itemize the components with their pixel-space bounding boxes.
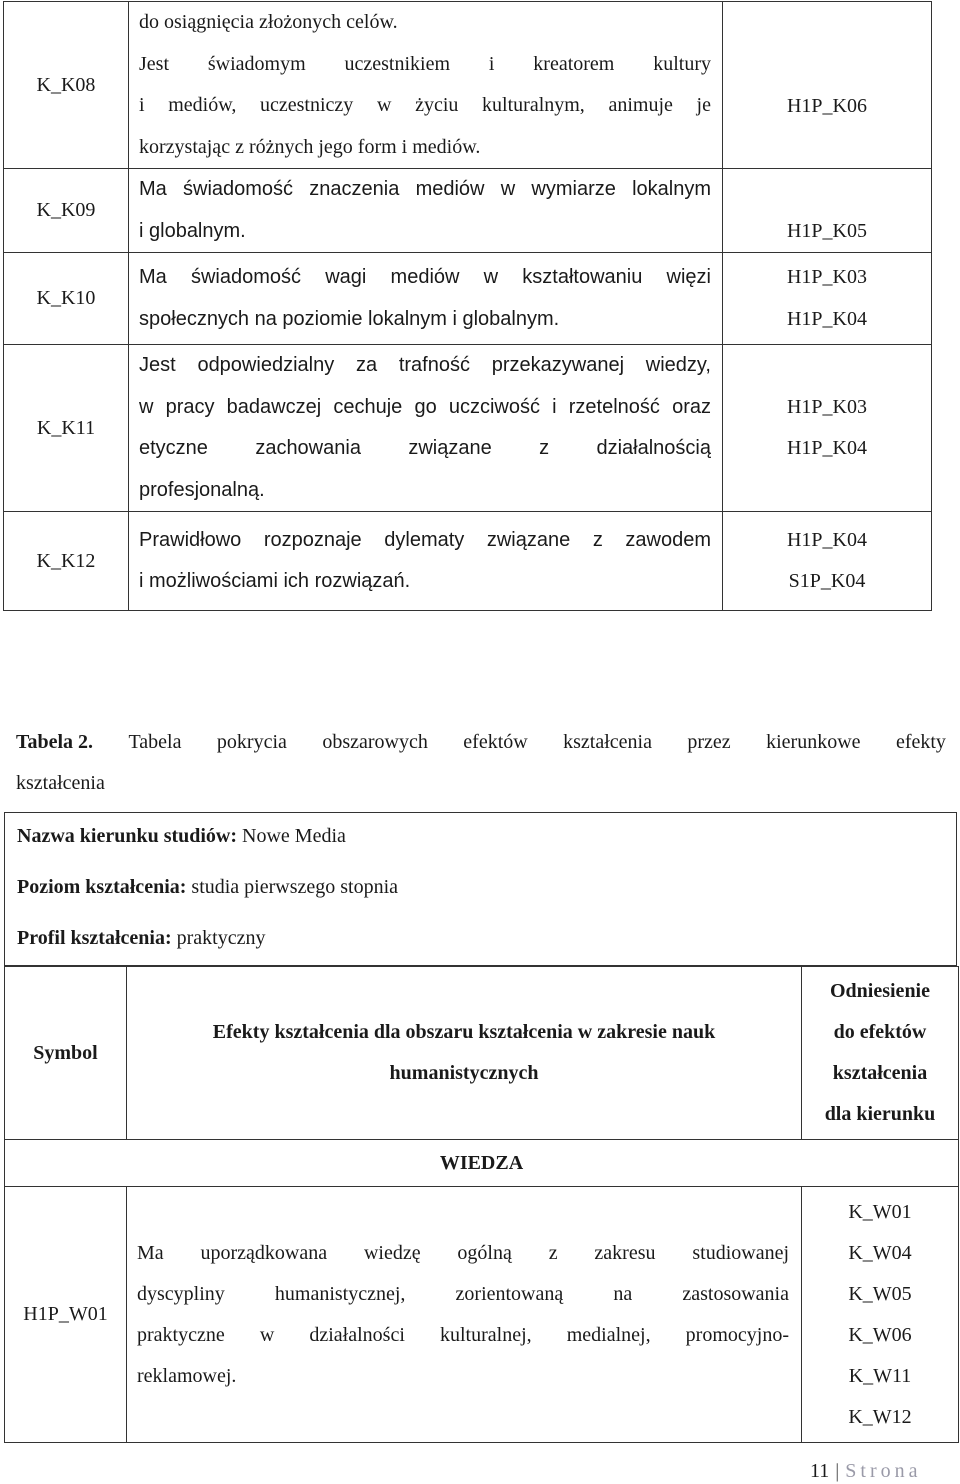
coverage-table [4,966,959,1443]
education-profile: Profil kształcenia: praktyczny [17,927,266,949]
table-header-row [5,967,959,1140]
page-footer: 11 | Strona [810,1460,922,1482]
symbol-header: Symbol [5,967,127,1140]
effect-description: Prawidłowo rozpoznaje dylematy związane z zawodem i możliwościami ich rozwiązań. [129,512,723,611]
reference-header: Odniesienie do efektów kształcenia dla kierunku [802,967,959,1140]
page-number: 11 [810,1460,830,1482]
table-row [4,169,932,253]
effect-description: Jest odpowiedzialny za trafność przekazywanej wiedzy, w pracy badawczej cechuje go uczciwość i rzetelność oraz etyczne zachowania związane z działalnością profesjonalną. [129,345,723,512]
table-row [4,253,932,345]
page-word: Strona [845,1460,922,1482]
effect-code: H1P_W01 [5,1187,127,1443]
effect-code: K_K10 [4,253,129,345]
area-reference: H1P_K05 [723,169,932,253]
effect-code: K_K08 [4,2,129,169]
effect-code: K_K11 [4,345,129,512]
table-row [5,1187,959,1443]
effect-description: Ma świadomość znaczenia mediów w wymiarze lokalnym i globalnym. [129,169,723,253]
area-reference: H1P_K03 H1P_K04 [723,253,932,345]
caption-label: Tabela 2. [16,731,94,753]
area-reference: H1P_K03 H1P_K04 [723,345,932,512]
section-heading: WIEDZA [5,1140,959,1187]
effect-code: K_K12 [4,512,129,611]
area-reference: H1P_K06 [723,2,932,169]
programme-info-box [4,812,957,966]
effects-header: Efekty kształcenia dla obszaru kształcenia w zakresie nauk humanistycznych [127,967,802,1140]
table-caption: Tabela 2. Tabela pokrycia obszarowych efektów kształcenia przez kierunkowe efekty kształcenia [16,722,946,804]
table-row [4,2,932,169]
field-of-study: Nazwa kierunku studiów: Nowe Media [17,825,346,847]
education-level: Poziom kształcenia: studia pierwszego stopnia [17,876,399,898]
effect-description: Ma świadomość wagi mediów w kształtowaniu więzi społecznych na poziomie lokalnym i globalnym. [129,253,723,345]
effect-description: do osiągnięcia złożonych celów. Jest świadomym uczestnikiem i kreatorem kultury i mediów, uczestniczy w życiu kulturalnym, animuje je korzystając z różnych jego form i mediów. [129,2,723,169]
programme-reference: K_W01 K_W04 K_W05 K_W06 K_W11 K_W12 [802,1187,959,1443]
section-row [5,1140,959,1187]
effect-code: K_K09 [4,169,129,253]
area-reference: H1P_K04 S1P_K04 [723,512,932,611]
table-row [4,345,932,512]
effect-description: Ma uporządkowana wiedzę ogólną z zakresu studiowanej dyscypliny humanistycznej, zorientowaną na zastosowania praktyczne w działalności kulturalnej, medialnej, promocyjno- reklamowej. [127,1187,802,1443]
outcomes-table-continued [3,1,932,611]
table-row [4,512,932,611]
